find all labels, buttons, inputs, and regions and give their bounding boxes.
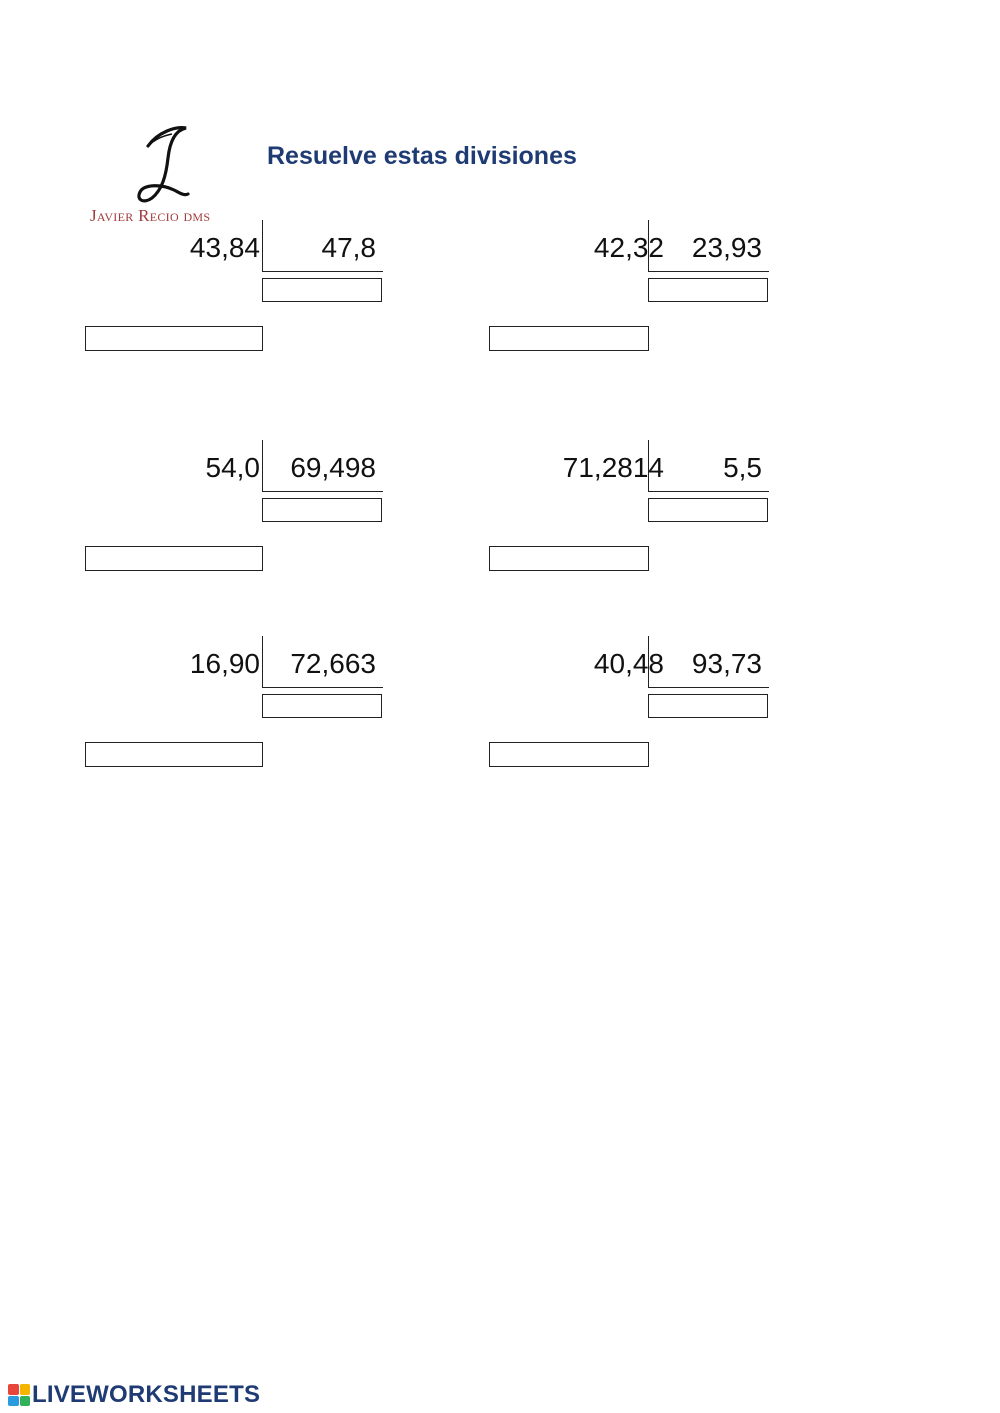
quotient-input[interactable] <box>262 694 382 718</box>
division-exercise <box>489 448 789 608</box>
divisor: 72,663 <box>290 648 376 679</box>
logo-text: Javier Recio dms <box>90 206 211 225</box>
division-exercise <box>489 644 789 804</box>
logo-square <box>8 1396 19 1407</box>
quotient-input[interactable] <box>648 278 768 302</box>
quotient-input[interactable] <box>262 498 382 522</box>
divisor: 69,498 <box>290 452 376 483</box>
dividend: 54,0 <box>205 452 260 483</box>
division-exercise <box>85 644 385 804</box>
liveworksheets-logo-icon <box>8 1384 30 1406</box>
dividend: 71,2814 <box>562 452 664 483</box>
brand-name: LIVEWORKSHEETS <box>32 1381 261 1408</box>
remainder-input[interactable] <box>489 546 649 571</box>
divisor: 47,8 <box>321 232 376 263</box>
divisor: 93,73 <box>691 648 762 679</box>
logo-square <box>20 1396 31 1407</box>
quotient-input[interactable] <box>262 278 382 302</box>
quotient-input[interactable] <box>648 498 768 522</box>
division-exercise <box>85 448 385 608</box>
dividend: 16,90 <box>189 648 260 679</box>
remainder-input[interactable] <box>489 326 649 351</box>
quotient-input[interactable] <box>648 694 768 718</box>
divisor: 5,5 <box>723 452 762 483</box>
remainder-input[interactable] <box>489 742 649 767</box>
logo-square <box>20 1384 31 1395</box>
divisor: 23,93 <box>691 232 762 263</box>
division-exercise <box>489 228 789 388</box>
logo-j-mark <box>128 118 200 208</box>
dividend: 43,84 <box>189 232 260 263</box>
remainder-input[interactable] <box>85 326 263 351</box>
remainder-input[interactable] <box>85 742 263 767</box>
division-exercise <box>85 228 385 388</box>
dividend: 40,48 <box>593 648 664 679</box>
dividend: 42,32 <box>593 232 664 263</box>
remainder-input[interactable] <box>85 546 263 571</box>
footer-brand <box>8 1380 260 1410</box>
page-title: Resuelve estas divisiones <box>267 142 577 170</box>
logo-square <box>8 1384 19 1395</box>
